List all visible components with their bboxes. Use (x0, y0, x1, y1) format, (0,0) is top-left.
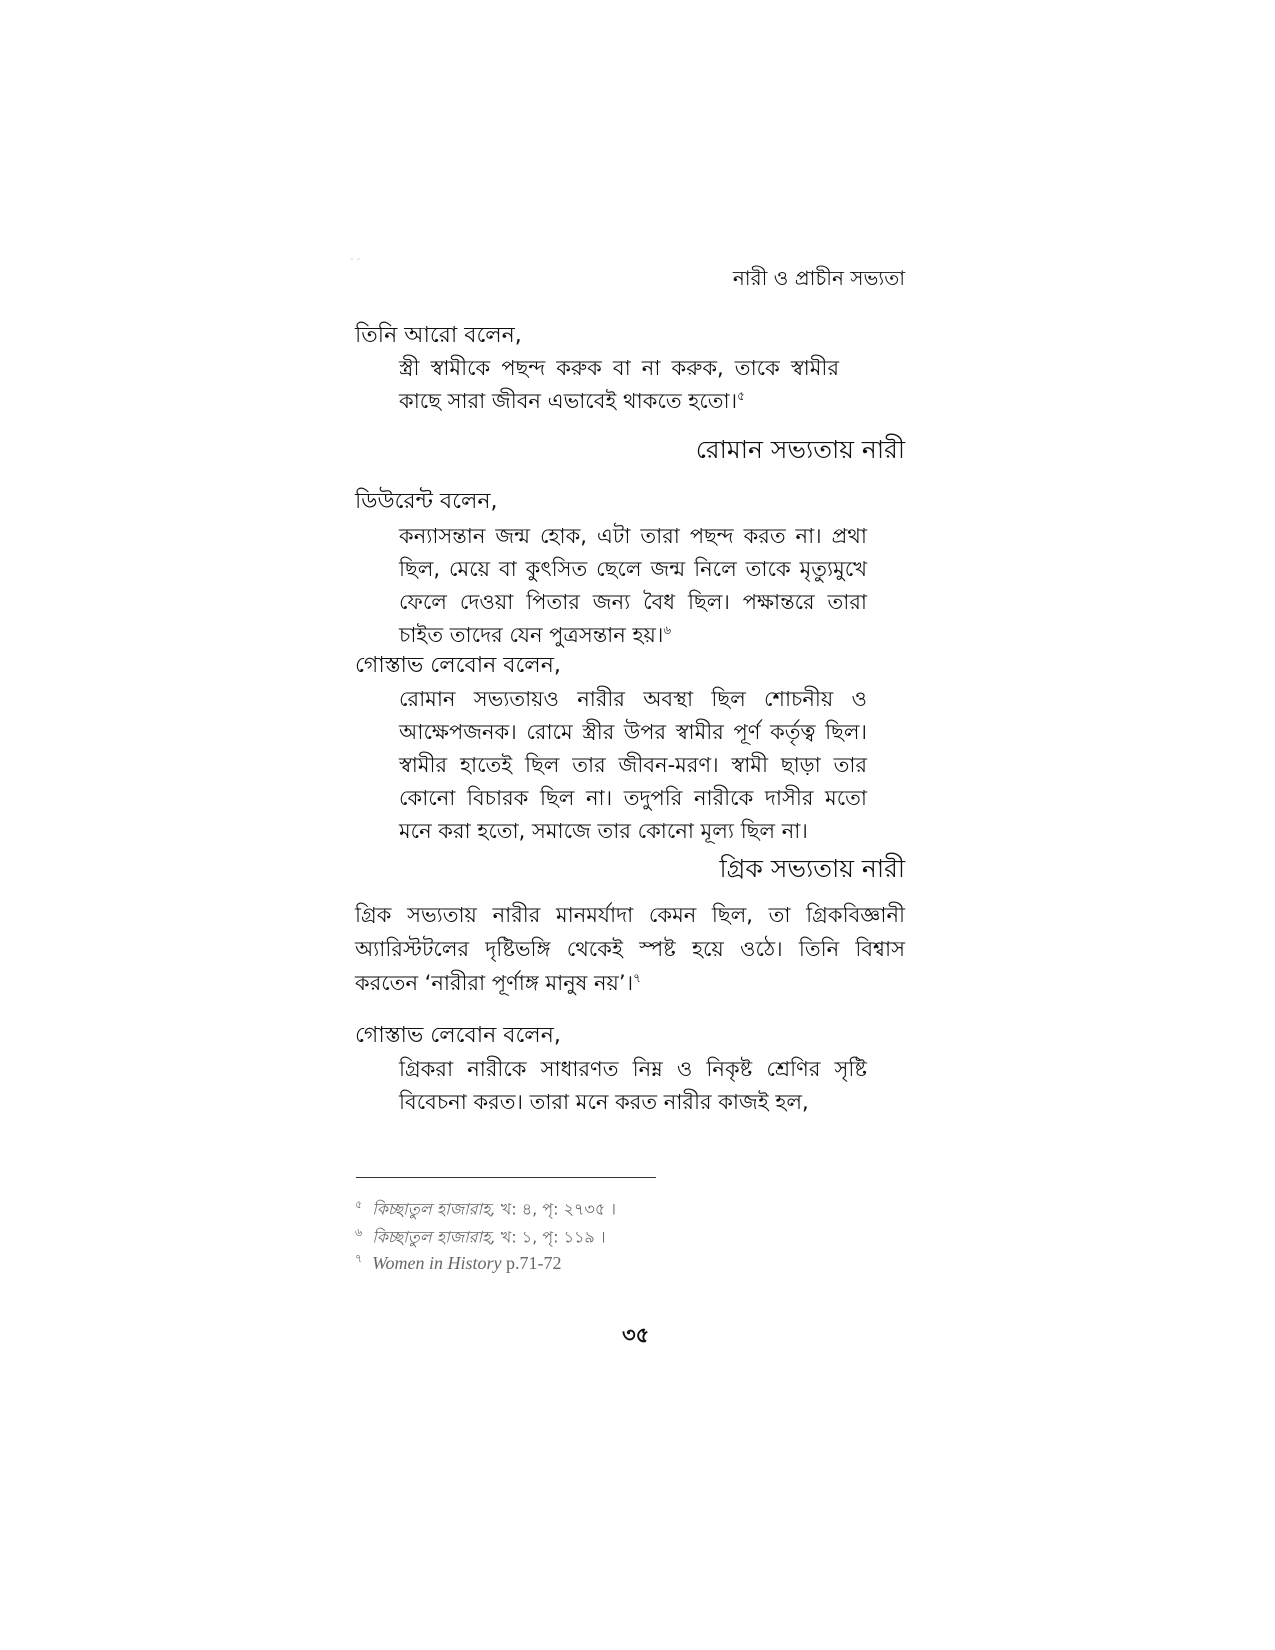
intro-line-3: গোস্তাভ লেবোন বলেন, (355, 653, 561, 678)
intro-line-4: গোস্তাভ লেবোন বলেন, (355, 1023, 561, 1048)
footnote-5 (355, 1196, 616, 1223)
intro-line-1: তিনি আরো বলেন, (355, 323, 522, 348)
footnote-detail: খ: ৪, পৃ: ২৭৩৫ । (495, 1199, 617, 1219)
quote-block-2 (399, 520, 867, 652)
footnote-number: ৬ (355, 1226, 363, 1239)
paragraph-greek (355, 898, 905, 1000)
running-header: নারী ও প্রাচীন সভ্যতা (732, 266, 905, 290)
scan-speck: - - (350, 254, 361, 265)
quote-text-3: রোমান সভ্যতায়ও নারীর অবস্থা ছিল শোচনীয় ও আক্ষেপজনক। রোমে স্ত্রীর উপর স্বামীর পূর্ণ কর্তৃত্ব ছিল। স্বামীর হাতেই ছিল তার জীবন-মরণ। স্বামী ছাড়া তার কোনো বিচারক ছিল না। তদুপরি নারীকে দাসীর মতো মনে করা হতো, সমাজে তার কোনো মূল্য ছিল না। (399, 687, 867, 843)
footnote-ref-7: ৭ (633, 971, 641, 985)
footnote-divider (356, 1177, 656, 1178)
footnote-7 (355, 1250, 562, 1274)
intro-line-2: ডিউরেন্ট বলেন, (355, 489, 498, 514)
section-heading-roman: রোমান সভ্যতায় নারী (695, 435, 905, 464)
footnote-ref-5: ৫ (737, 389, 745, 403)
footnote-number: ৭ (355, 1253, 363, 1265)
footnote-6 (355, 1224, 606, 1251)
footnote-detail: খ: ১, পৃ: ১১৯ । (495, 1227, 606, 1247)
footnote-source-title: কিচ্ছাতুল হাজারাহ, (372, 1227, 496, 1247)
footnote-number: ৫ (355, 1198, 363, 1211)
quote-text-1: স্ত্রী স্বামীকে পছন্দ করুক বা না করুক, তাকে স্বামীর কাছে সারা জীবন এভাবেই থাকতে হতো। (399, 356, 839, 413)
page-number: ৩৫ (622, 1323, 650, 1347)
quote-block-3 (399, 683, 867, 848)
footnote-detail: p.71-72 (501, 1253, 562, 1273)
footnote-source-title: কিচ্ছাতুল হাজারাহ, (372, 1199, 496, 1219)
paragraph-greek-text: গ্রিক সভ্যতায় নারীর মানমর্যাদা কেমন ছিল, তা গ্রিকবিজ্ঞানী অ্যারিস্টটলের দৃষ্টিভঙ্গি থেকেই স্পষ্ট হয়ে ওঠে। তিনি বিশ্বাস করতেন ‘নারীরা পূর্ণাঙ্গ মানুষ নয়’। (355, 903, 905, 995)
quote-text-2: কন্যাসন্তান জন্ম হোক, এটা তারা পছন্দ করত না। প্রথা ছিল, মেয়ে বা কুৎসিত ছেলে জন্ম নিলে তাকে মৃত্যুমুখে ফেলে দেওয়া পিতার জন্য বৈধ ছিল। পক্ষান্তরে তারা চাইত তাদের যেন পুত্রসন্তান হয়। (399, 524, 867, 647)
quote-text-4: গ্রিকরা নারীকে সাধারণত নিম্ন ও নিকৃষ্ট শ্রেণির সৃষ্টি বিবেচনা করত। তারা মনে করত নারীর কাজই হল, (399, 1057, 867, 1114)
footnote-source-title: Women in History (372, 1253, 502, 1273)
footnote-ref-6: ৬ (663, 623, 672, 637)
section-heading-greek: গ্রিক সভ্যতায় নারী (719, 854, 905, 883)
quote-block-1 (399, 352, 839, 418)
quote-block-4 (399, 1053, 867, 1119)
